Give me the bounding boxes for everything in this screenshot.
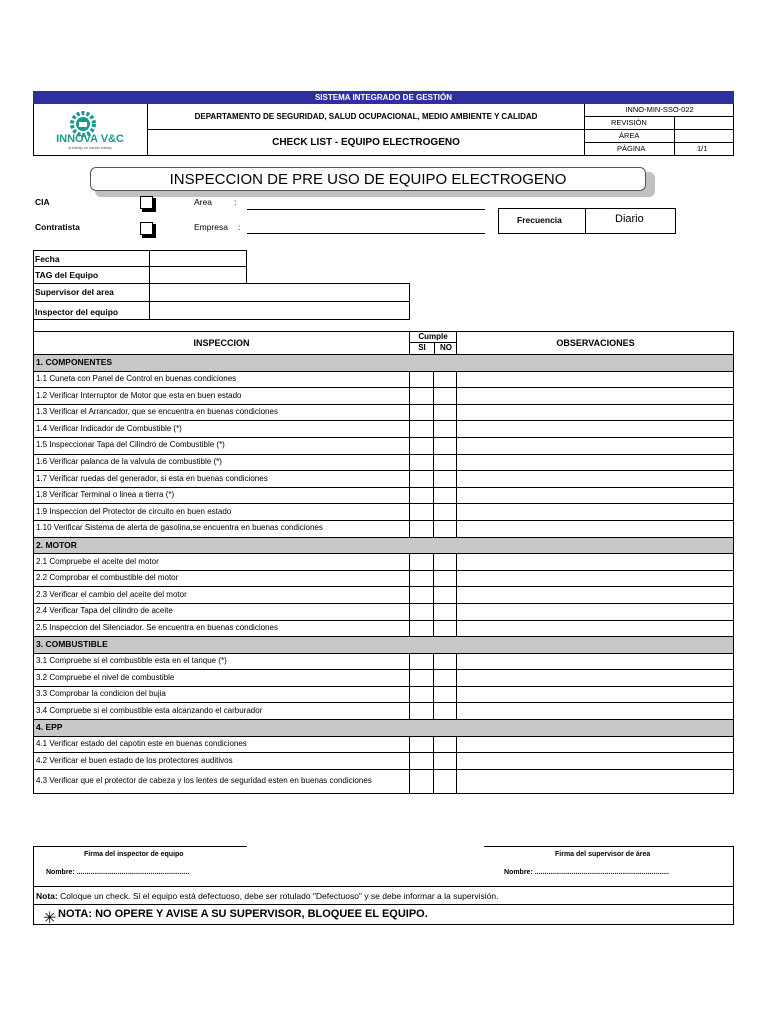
table-row [34, 687, 733, 704]
inspection-item: 2.5 Inspeccion del Silenciador. Se encuentra en buenas condiciones [36, 622, 278, 632]
inspector-name-field[interactable]: Nombre: .......................................................... [46, 869, 190, 876]
cia-checkbox[interactable] [140, 196, 153, 209]
table-row [34, 621, 733, 638]
si-cell[interactable] [409, 388, 433, 404]
inspection-item: 2.1 Compruebe el aceite del motor [36, 556, 159, 566]
table-row [34, 554, 733, 571]
si-cell[interactable] [409, 687, 433, 703]
col-inspeccion: INSPECCION [193, 338, 250, 348]
inspection-item: 4.3 Verificar que el protector de cabeza y los lentes de seguridad esten en buenas condiciones [36, 775, 372, 785]
inspection-table [33, 331, 734, 794]
table-row [34, 587, 733, 604]
observation-cell[interactable] [458, 554, 733, 570]
no-cell[interactable] [433, 521, 457, 537]
area-colon: : [234, 197, 237, 207]
table-row [34, 521, 733, 538]
observation-cell[interactable] [458, 372, 733, 388]
revision-label: REVISIÓN [611, 118, 647, 127]
observation-cell[interactable] [458, 621, 733, 637]
inspection-item: 4.1 Verificar estado del capotin este en buenas condiciones [36, 739, 247, 749]
observation-cell[interactable] [458, 654, 733, 670]
table-row [34, 703, 733, 720]
page-row [585, 143, 734, 156]
section-title: 3. COMBUSTIBLE [36, 639, 108, 650]
cia-label: CIA [35, 197, 50, 207]
table-row [34, 770, 733, 793]
supervisor-field[interactable] [150, 284, 409, 301]
inspection-item: 3.1 Compruebe si el combustible esta en el tanque (*) [36, 656, 227, 666]
table-row [34, 670, 733, 687]
inspection-item: 1.9 Inspeccion del Protector de circuito en buen estado [36, 506, 232, 516]
inspection-item: 1.3 Verificar el Arrancador, que se encuentra en buenas condiciones [36, 407, 278, 417]
observation-cell[interactable] [458, 504, 733, 520]
gear-logo-icon [33, 104, 148, 156]
observation-cell[interactable] [458, 687, 733, 703]
si-cell[interactable] [409, 471, 433, 487]
no-cell[interactable] [433, 770, 457, 793]
tag-label: TAG del Equipo [35, 270, 99, 280]
inspection-item: 1.4 Verificar Indicador de Combustible (*) [36, 423, 182, 433]
no-cell[interactable] [433, 737, 457, 753]
no-cell[interactable] [433, 703, 457, 719]
table-row [34, 471, 733, 488]
supervisor-label: Supervisor del area [35, 287, 114, 297]
observation-cell[interactable] [458, 737, 733, 753]
area-label: Area [194, 197, 212, 207]
note-row [33, 886, 734, 905]
supervisor-name-field[interactable]: Nombre: ..................................................................... [504, 869, 669, 876]
page-label: PÁGINA [617, 144, 646, 153]
table-row [34, 753, 733, 770]
fecha-field[interactable] [150, 251, 246, 266]
table-row [34, 654, 733, 671]
contratista-label: Contratista [35, 222, 80, 232]
no-cell[interactable] [433, 438, 457, 454]
table-row [34, 604, 733, 621]
no-cell[interactable] [433, 654, 457, 670]
col-cumple: Cumple [410, 332, 456, 343]
observation-cell[interactable] [458, 388, 733, 404]
no-cell[interactable] [433, 670, 457, 686]
empresa-field[interactable] [247, 233, 485, 234]
inspection-item: 2.2 Comprobar el combustible del motor [36, 573, 179, 583]
inspection-item: 3.4 Compruebe si el combustible esta alcanzando el carburador [36, 705, 263, 715]
checklist-title: CHECK LIST - EQUIPO ELECTROGENO [148, 130, 585, 156]
si-cell[interactable] [409, 604, 433, 620]
inspection-item: 2.4 Verificar Tapa del cilindro de aceite [36, 606, 173, 616]
contratista-checkbox[interactable] [140, 222, 153, 235]
table-row [34, 405, 733, 422]
section-row [34, 355, 733, 372]
inspection-item: 1.8 Verificar Terminal o linea a tierra (*) [36, 490, 175, 500]
inspection-item: 1.6 Verificar palanca de la valvula de combustible (*) [36, 456, 222, 466]
inspection-item: 1.2 Verificar Interruptor de Motor que esta en buen estado [36, 390, 242, 400]
si-cell[interactable] [409, 654, 433, 670]
table-row [34, 571, 733, 588]
logo-text: INNOVA V&C [56, 133, 124, 145]
si-cell[interactable] [409, 438, 433, 454]
no-cell[interactable] [433, 488, 457, 504]
col-observaciones: OBSERVACIONES [556, 338, 635, 348]
observation-cell[interactable] [458, 770, 733, 793]
no-cell[interactable] [433, 571, 457, 587]
frecuencia-label: Frecuencia [517, 215, 562, 225]
no-cell[interactable] [433, 405, 457, 421]
empresa-colon: : [238, 222, 241, 232]
observation-cell[interactable] [458, 421, 733, 437]
observation-cell[interactable] [458, 604, 733, 620]
si-cell[interactable] [409, 753, 433, 769]
no-cell[interactable] [433, 471, 457, 487]
table-row [34, 737, 733, 754]
si-cell[interactable] [409, 703, 433, 719]
no-cell[interactable] [433, 388, 457, 404]
inspection-item: 2.3 Verificar el cambio del aceite del motor [36, 589, 187, 599]
col-si: SI [418, 343, 426, 352]
no-cell[interactable] [433, 504, 457, 520]
no-cell[interactable] [433, 604, 457, 620]
inspection-item: 3.2 Compruebe el nivel de combustible [36, 672, 175, 682]
table-row [34, 504, 733, 521]
no-cell[interactable] [433, 587, 457, 603]
inspection-item: 1.1 Cuneta con Panel de Control en buenas condiciones [36, 373, 237, 383]
inspector-field[interactable] [150, 302, 409, 319]
note-text: Coloque un check. Si el equipo está defectuoso, debe ser rotulado "Defectuoso" y se debe informar a la supervisión. [57, 891, 499, 901]
si-cell[interactable] [409, 504, 433, 520]
supervisor-signature-label: Firma del supervisor de área [555, 851, 651, 858]
revision-row [585, 117, 734, 130]
tag-field[interactable] [150, 267, 246, 283]
document-code: INNO-MIN-SSO-022 [585, 104, 734, 117]
no-cell[interactable] [433, 554, 457, 570]
si-cell[interactable] [409, 372, 433, 388]
si-cell[interactable] [409, 521, 433, 537]
department-title: DEPARTAMENTO DE SEGURIDAD, SALUD OCUPACIONAL, MEDIO AMBIENTE Y CALIDAD [148, 104, 585, 130]
observation-cell[interactable] [458, 488, 733, 504]
section-title: 1. COMPONENTES [36, 357, 113, 368]
table-row [34, 488, 733, 505]
si-cell[interactable] [409, 737, 433, 753]
col-no: NO [434, 343, 457, 354]
inspection-item: 1.5 Inspeccionar Tapa del Cilindro de Combustible (*) [36, 440, 225, 450]
si-cell[interactable] [409, 554, 433, 570]
no-cell[interactable] [433, 687, 457, 703]
note-label: Nota: [36, 891, 58, 901]
page-title: INSPECCION DE PRE USO DE EQUIPO ELECTROGENO [90, 167, 646, 191]
area-row [585, 130, 734, 143]
table-row [34, 388, 733, 405]
area-field[interactable] [247, 209, 485, 210]
observation-cell[interactable] [458, 587, 733, 603]
inspection-item: 4.2 Verificar el buen estado de los protectores auditivos [36, 755, 233, 765]
logo-subtext: Al trabajo un cambio trabajo [68, 146, 112, 150]
observation-cell[interactable] [458, 670, 733, 686]
table-row [34, 421, 733, 438]
no-cell[interactable] [433, 421, 457, 437]
section-title: 2. MOTOR [36, 539, 77, 550]
observation-cell[interactable] [458, 571, 733, 587]
warning-text: NOTA: NO OPERE Y AVISE A SU SUPERVISOR, BLOQUEE EL EQUIPO. [58, 908, 428, 920]
si-cell[interactable] [409, 488, 433, 504]
si-cell[interactable] [409, 587, 433, 603]
inspection-item: 1.7 Verificar ruedas del generador, si esta en buenas condiciones [36, 473, 268, 483]
table-row [34, 455, 733, 472]
logo [33, 104, 148, 156]
observation-cell[interactable] [458, 471, 733, 487]
table-header [34, 332, 733, 355]
si-cell[interactable] [409, 670, 433, 686]
section-row [34, 637, 733, 654]
si-cell[interactable] [409, 770, 433, 793]
si-cell[interactable] [409, 455, 433, 471]
inspector-signature-label: Firma del inspector de equipo [84, 851, 184, 858]
section-row [34, 538, 733, 555]
asterisk-icon: ✳ [43, 910, 57, 927]
warning-row [33, 905, 734, 925]
inspection-item: 3.3 Comprobar la condicion del bujia [36, 689, 166, 699]
si-cell[interactable] [409, 421, 433, 437]
observation-cell[interactable] [458, 753, 733, 769]
table-row [34, 372, 733, 389]
inspection-item: 1.10 Verificar Sistema de alerta de gasolina,se encuentra en buenas condiciones [36, 523, 323, 533]
inspector-label: Inspector del equipo [35, 307, 119, 317]
si-cell[interactable] [409, 571, 433, 587]
section-row [34, 720, 733, 737]
empresa-label: Empresa [194, 222, 229, 232]
no-cell[interactable] [433, 753, 457, 769]
observation-cell[interactable] [458, 438, 733, 454]
table-body [34, 355, 733, 793]
si-cell[interactable] [409, 405, 433, 421]
si-cell[interactable] [409, 621, 433, 637]
area-label-header: ÁREA [619, 131, 640, 140]
observation-cell[interactable] [458, 405, 733, 421]
observation-cell[interactable] [458, 521, 733, 537]
no-cell[interactable] [433, 372, 457, 388]
page-value: 1/1 [697, 144, 708, 153]
section-title: 4. EPP [36, 722, 63, 733]
table-row [34, 438, 733, 455]
no-cell[interactable] [433, 455, 457, 471]
no-cell[interactable] [433, 621, 457, 637]
system-header-bar: SISTEMA INTEGRADO DE GESTIÓN [33, 91, 734, 104]
frecuencia-value: Diario [615, 213, 644, 225]
observation-cell[interactable] [458, 703, 733, 719]
fecha-label: Fecha [35, 254, 60, 264]
observation-cell[interactable] [458, 455, 733, 471]
